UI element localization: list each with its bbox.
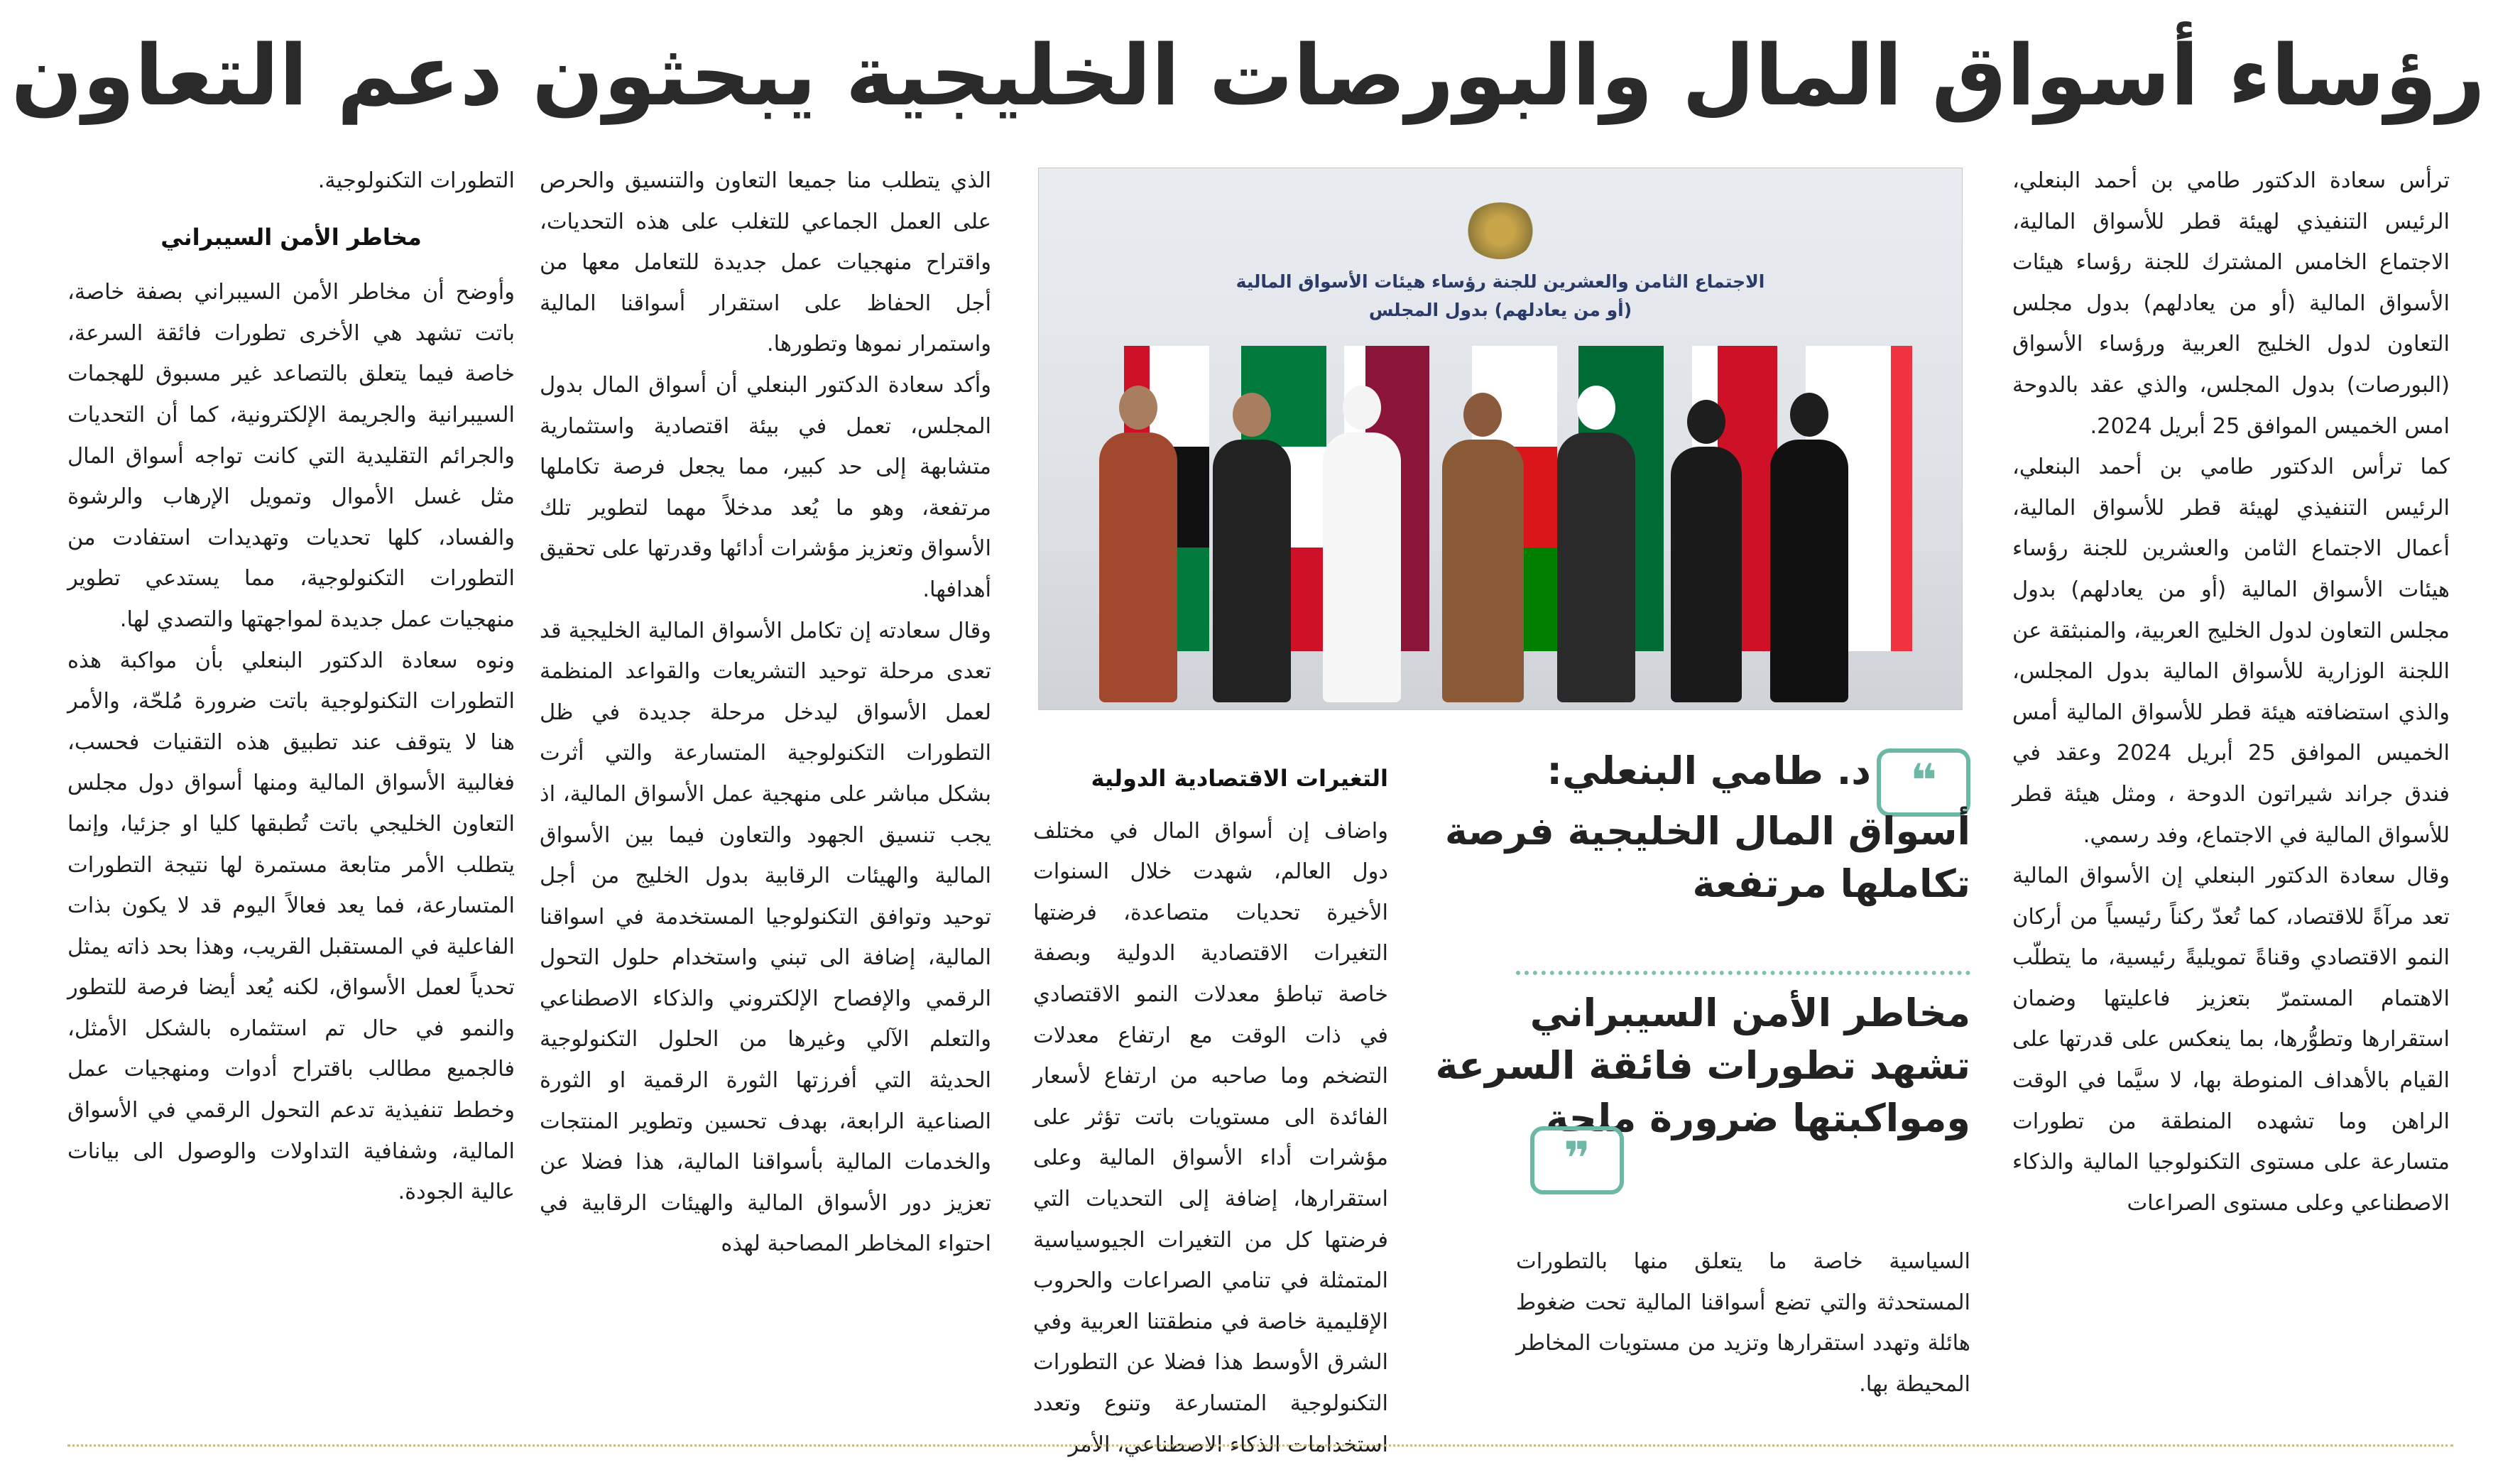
- paragraph: ونوه سعادة الدكتور البنعلي بأن مواكبة هذه التطورات التكنولوجية باتت ضرورة مُلحّة، والأمر هنا لا يتوقف عند تطبيق هذه التقنيات فحسب، فغالبية الأسواق المالية ومنها أسواق دول مجلس التعاون الخليجي باتت تُطبقها كليا او جزئيا، وإنما يتطلب الأمر متابعة مستمرة لها نتيجة التطورات المتسارعة، فما يعد فعالاً اليوم قد لا يكون بذات الفاعلية في المستقبل القريب، وهذا بحد ذاته يمثل تحدياً لعمل الأسواق، لكنه يُعد أيضا فرصة للتطور والنمو في حال تم استثماره بالشكل الأمثل، فالجميع مطالب باقتراح أدوات ومنهجيات عمل وخطط تنفيذية تدعم التحول الرقمي في الأسواق المالية، وشفافية التداولات والوصول الى بيانات عالية الجودة.: [67, 648, 515, 1205]
- delegate-figure: [1440, 393, 1525, 702]
- article-column-3: [1033, 758, 1388, 1457]
- article-column-4: [67, 160, 515, 1432]
- quote-line: ومواكبتها ضرورة ملحة: [1546, 1096, 1970, 1140]
- quote-line: مخاطر الأمن السيبراني: [1529, 991, 1970, 1035]
- headline: رؤساء أسواق المال والبورصات الخليجية يبحثون دعم التعاون: [11, 26, 2485, 124]
- bottom-divider: [67, 1444, 2453, 1447]
- photo-banner: [1216, 268, 1784, 325]
- quote-line: تكاملها مرتفعة: [1692, 861, 1970, 906]
- article-column-2: [540, 160, 991, 1432]
- article-column-1: [2012, 160, 2450, 1432]
- quote-text: [1445, 805, 1970, 910]
- paragraph: وقال سعادته إن تكامل الأسواق المالية الخليجية قد تعدى مرحلة توحيد التشريعات والقواعد المنظمة لعمل الأسواق ليدخل مرحلة جديدة في ظل التطورات التكنولوجية المتسارعة والتي أثرت بشكل مباشر على منهجية عمل الأسواق المالية، اذ يجب تنسيق الجهود والتعاون فيما بين الأسواق المالية والهيئات الرقابية بدول الخليج من أجل توحيد وتوافق التكنولوجيا المستخدمة في اسواقنا المالية، إضافة الى تبني واستخدام حلول التحول الرقمي والإفصاح الإلكتروني والذكاء الاصطناعي والتعلم الآلي وغيرها من الحلول التكنولوجية الحديثة التي أفرزتها الثورة الرقمية او الثورة الصناعية الرابعة، بهدف تحسين وتطوير المنتجات والخدمات المالية بأسواقنا المالية، هذا فضلا عن تعزيز دور الأسواق المالية والهيئات الرقابية في احتواء المخاطر المصاحبة لهذه: [540, 618, 991, 1257]
- section-heading: مخاطر الأمن السيبراني: [160, 223, 422, 251]
- banner-line: (أو من يعادلهم) بدول المجلس: [1368, 300, 1632, 320]
- paragraph: ترأس سعادة الدكتور طامي بن أحمد البنعلي، الرئيس التنفيذي لهيئة قطر للأسواق المالية، الاجتماع الخامس المشترك للجنة رؤساء هيئات الأسواق المالية (أو من يعادلهم) بدول مجلس التعاون لدول الخليج العربية ورؤساء الأسواق (البورصات) بدول المجلس، والذي عقد بالدوحة امس الخميس الموافق 25 أبريل 2024.: [2012, 168, 2450, 439]
- article-column-continuation: السياسية خاصة ما يتعلق منها بالتطورات المستحدثة والتي تضع أسواقنا المالية تحت ضغوط هائلة وتهدد استقرارها وتزيد من مستويات المخاطر المحيطة بها.: [1516, 1249, 1970, 1397]
- meeting-photo: [1038, 168, 1963, 710]
- section-heading: التغيرات الاقتصادية الدولية: [1091, 765, 1388, 792]
- delegate-figure: [1096, 386, 1181, 702]
- quote-text: [1435, 987, 1970, 1145]
- quote-icon: ❝: [1877, 748, 1970, 817]
- quote-line: أسواق المال الخليجية فرصة: [1444, 809, 1970, 854]
- delegate-figure: [1554, 386, 1639, 702]
- paragraph: التطورات التكنولوجية.: [317, 168, 515, 193]
- delegate-figure: [1767, 393, 1852, 702]
- paragraph: وأكد سعادة الدكتور البنعلي أن أسواق المال بدول المجلس، تعمل في بيئة اقتصادية واستثمارية متشابهة إلى حد كبير، مما يجعل فرصة تكاملها مرتفعة، وهو ما يُعد مدخلاً مهما لتطوير تلك الأسواق وتعزيز مؤشرات أدائها وقدرتها على تحقيق أهدافها.: [540, 372, 991, 602]
- paragraph: وقال سعادة الدكتور البنعلي إن الأسواق المالية تعد مرآةً للاقتصاد، كما تُعدّ ركناً رئيسياً من أركان النمو الاقتصادي وقناةً تمويليةً رئيسية، ما يتطلّب الاهتمام المستمرّ بتعزيز فاعليتها وضمان استقرارها وتطوُّرها، بما ينعكس على قدرتها على القيام بالأهداف المنوطة بها، لا سيَّما في الوقت الراهن وما تشهده المنطقة من تطورات متسارعة على مستوى التكنولوجيا المالية والذكاء الاصطناعي وعلى مستوى الصراعات: [2012, 864, 2450, 1216]
- delegate-figure: [1664, 400, 1749, 702]
- delegate-figure: [1319, 386, 1404, 702]
- quote-speaker: د. طامي البنعلي:: [1547, 748, 1871, 793]
- quote-line: تشهد تطورات فائقة السرعة: [1435, 1043, 1970, 1088]
- dotted-divider: [1516, 971, 1970, 975]
- quote-icon: ❞: [1530, 1126, 1624, 1194]
- delegate-figure: [1209, 393, 1294, 702]
- paragraph: كما ترأس الدكتور طامي بن أحمد البنعلي، الرئيس التنفيذي لهيئة قطر للأسواق المالية، أعمال الاجتماع الثامن والعشرين للجنة رؤساء هيئات الأسواق المالية (أو من يعادلهم) بدول مجلس التعاون لدول الخليج العربية، والمنبثقة عن اللجنة الوزارية للأسواق المالية بدول المجلس، والذي استضافته هيئة قطر للأسواق المالية أمس الخميس الموافق 25 أبريل 2024 وعقد في فندق جراند شيراتون الدوحة ، ومثل هيئة قطر للأسواق المالية في الاجتماع، وفد رسمي.: [2012, 454, 2450, 848]
- gcc-logo-icon: [1465, 202, 1536, 259]
- paragraph: الذي يتطلب منا جميعا التعاون والتنسيق والحرص على العمل الجماعي للتغلب على هذه التحديات، واقتراح منهجيات عمل جديدة للتعامل معها من أجل الحفاظ على استقرار أسواقنا المالية واستمرار نموها وتطورها.: [540, 168, 991, 357]
- banner-line: الاجتماع الثامن والعشرين للجنة رؤساء هيئات الأسواق المالية: [1236, 271, 1765, 292]
- paragraph: واضاف إن أسواق المال في مختلف دول العالم، شهدت خلال السنوات الأخيرة تحديات متصاعدة، فرضتها التغيرات الاقتصادية الدولية وبصفة خاصة تباطؤ معدلات النمو الاقتصادي في ذات الوقت مع ارتفاع معدلات التضخم وما صاحبه من ارتفاع لأسعار الفائدة الى مستويات باتت تؤثر على مؤشرات أداء الأسواق المالية وعلى استقرارها، إضافة إلى التحديات التي فرضتها كل من التغيرات الجيوسياسية المتمثلة في تنامي الصراعات والحروب الإقليمية خاصة في منطقتنا العربية وفي الشرق الأوسط هذا فضلا عن التطورات التكنولوجية المتسارعة وتنوع وتعدد استخدامات الذكاء الاصطناعي، الأمر: [1033, 818, 1388, 1457]
- paragraph: وأوضح أن مخاطر الأمن السيبراني بصفة خاصة، باتت تشهد هي الأخرى تطورات فائقة السرعة، خاصة فيما يتعلق بالتصاعد غير مسبوق للهجمات السيبرانية والجريمة الإلكترونية، كما أن التحديات والجرائم التقليدية التي كانت تواجه أسواق المال مثل غسل الأموال وتمويل الإرهاب والرشوة والفساد، كلها تحديات وتهديدات استفادت من التطورات التكنولوجية، مما يستدعي تطوير منهجيات عمل جديدة لمواجهتها والتصدي لها.: [67, 280, 515, 632]
